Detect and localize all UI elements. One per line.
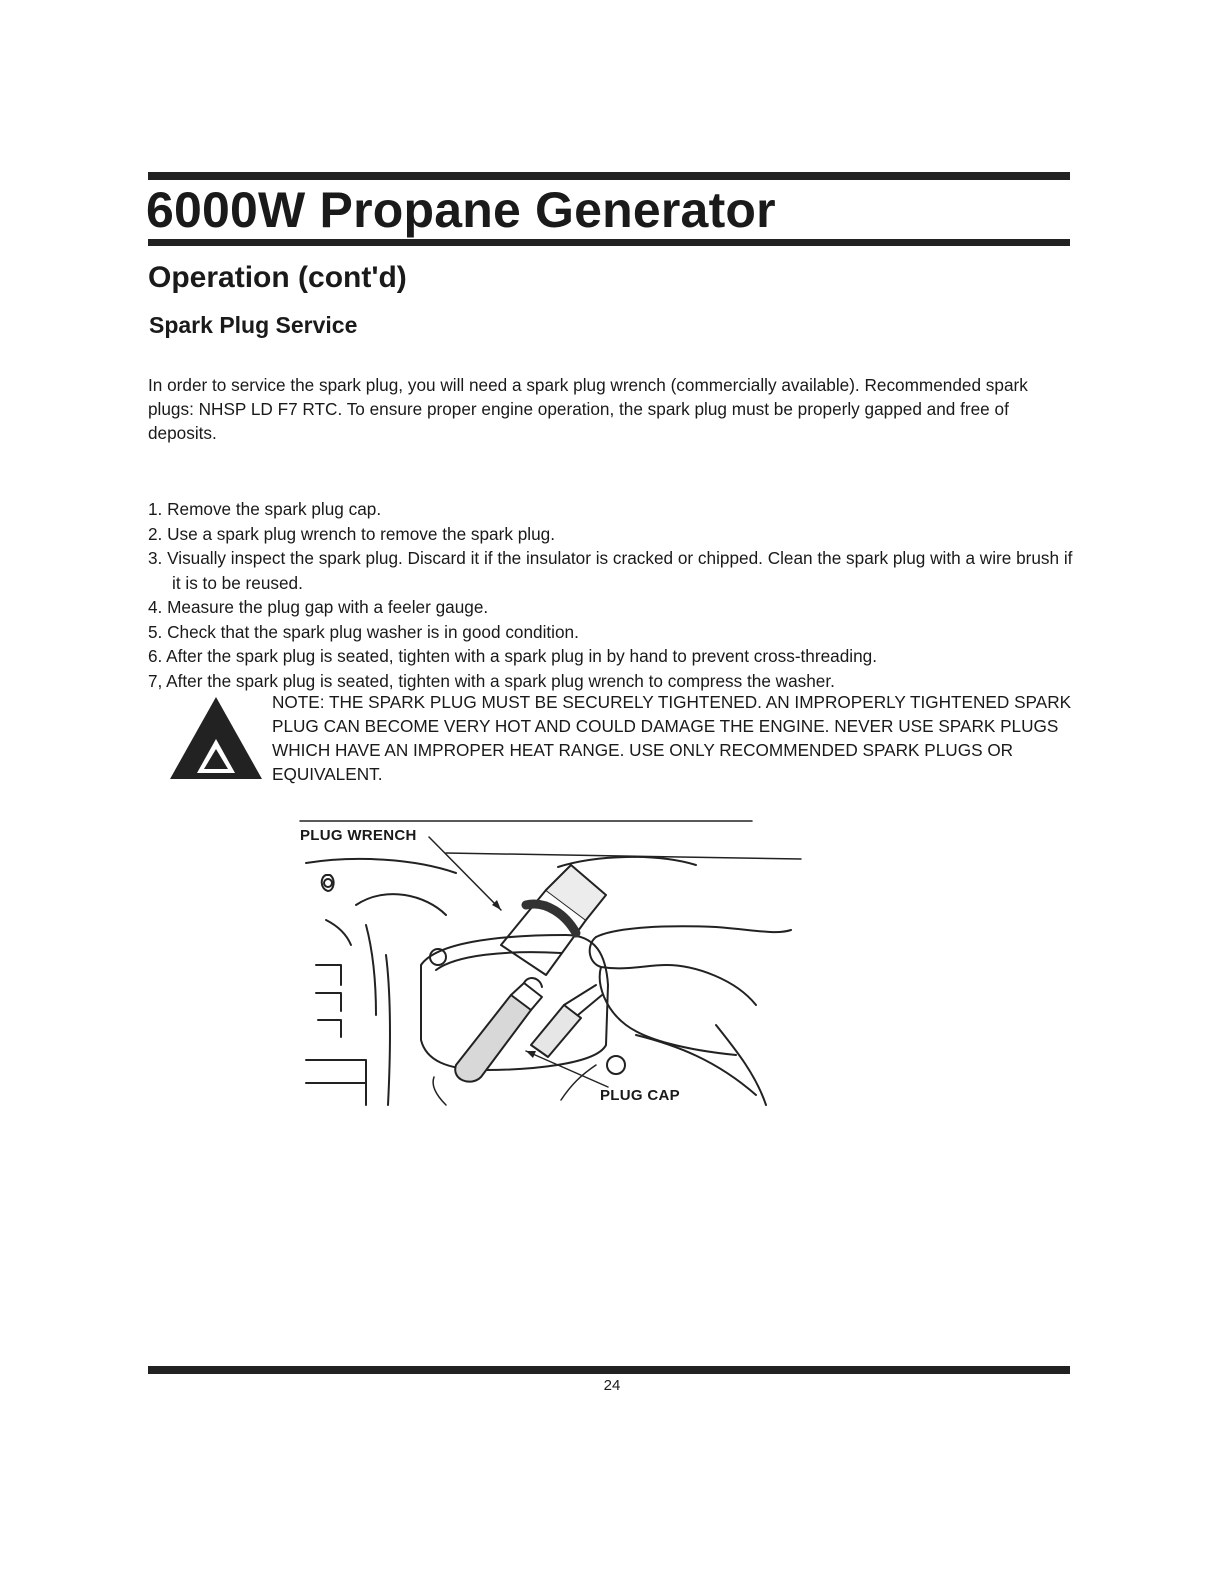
page-number: 24 bbox=[603, 1377, 621, 1394]
document-title: 6000W Propane Generator bbox=[146, 182, 776, 238]
figure-label-plug-wrench: PLUG WRENCH bbox=[300, 827, 417, 844]
list-item: 6. After the spark plug is seated, tighten with a spark plug in by hand to prevent cross-threading. bbox=[148, 646, 877, 666]
top-rule bbox=[148, 172, 1070, 180]
spark-plug-illustration bbox=[296, 815, 816, 1115]
list-item: 7, After the spark plug is seated, tighten with a spark plug wrench to compress the washer. bbox=[148, 670, 835, 691]
section-title: Operation (cont'd) bbox=[148, 261, 407, 294]
warning-note: NOTE: THE SPARK PLUG MUST BE SECURELY TIGHTENED. AN IMPROPERLY TIGHTENED SPARK PLUG CAN BECOME VERY HOT AND COULD DAMAGE THE ENGINE. NEVER USE SPARK PLUGS WHICH HAVE AN IMPROPER HEAT RANGE. USE ONLY RECOMMENDED SPARK PLUGS OR EQUIVALENT. bbox=[272, 692, 1072, 784]
list-item: 2. Use a spark plug wrench to remove the spark plug. bbox=[148, 523, 555, 544]
warning-triangle-icon bbox=[168, 695, 264, 781]
list-item: 5. Check that the spark plug washer is in good condition. bbox=[148, 621, 579, 642]
title-underline-rule bbox=[148, 239, 1070, 246]
bottom-rule bbox=[148, 1366, 1070, 1374]
figure-label-plug-cap: PLUG CAP bbox=[600, 1087, 680, 1104]
service-steps-list bbox=[148, 497, 1073, 693]
intro-paragraph: In order to service the spark plug, you will need a spark plug wrench (commercially available). Recommended spark plugs: NHSP LD F7 RTC. To ensure proper engine operation, the spark plug must be properly gapped and free of deposits. bbox=[148, 375, 1028, 443]
list-item: 4. Measure the plug gap with a feeler gauge. bbox=[148, 597, 489, 617]
subsection-title: Spark Plug Service bbox=[149, 312, 358, 338]
list-item: 3. Visually inspect the spark plug. Discard it if the insulator is cracked or chipped. Clean the spark plug with a wire brush if it is to be reused. bbox=[148, 548, 1073, 593]
list-item: 1. Remove the spark plug cap. bbox=[148, 499, 382, 519]
